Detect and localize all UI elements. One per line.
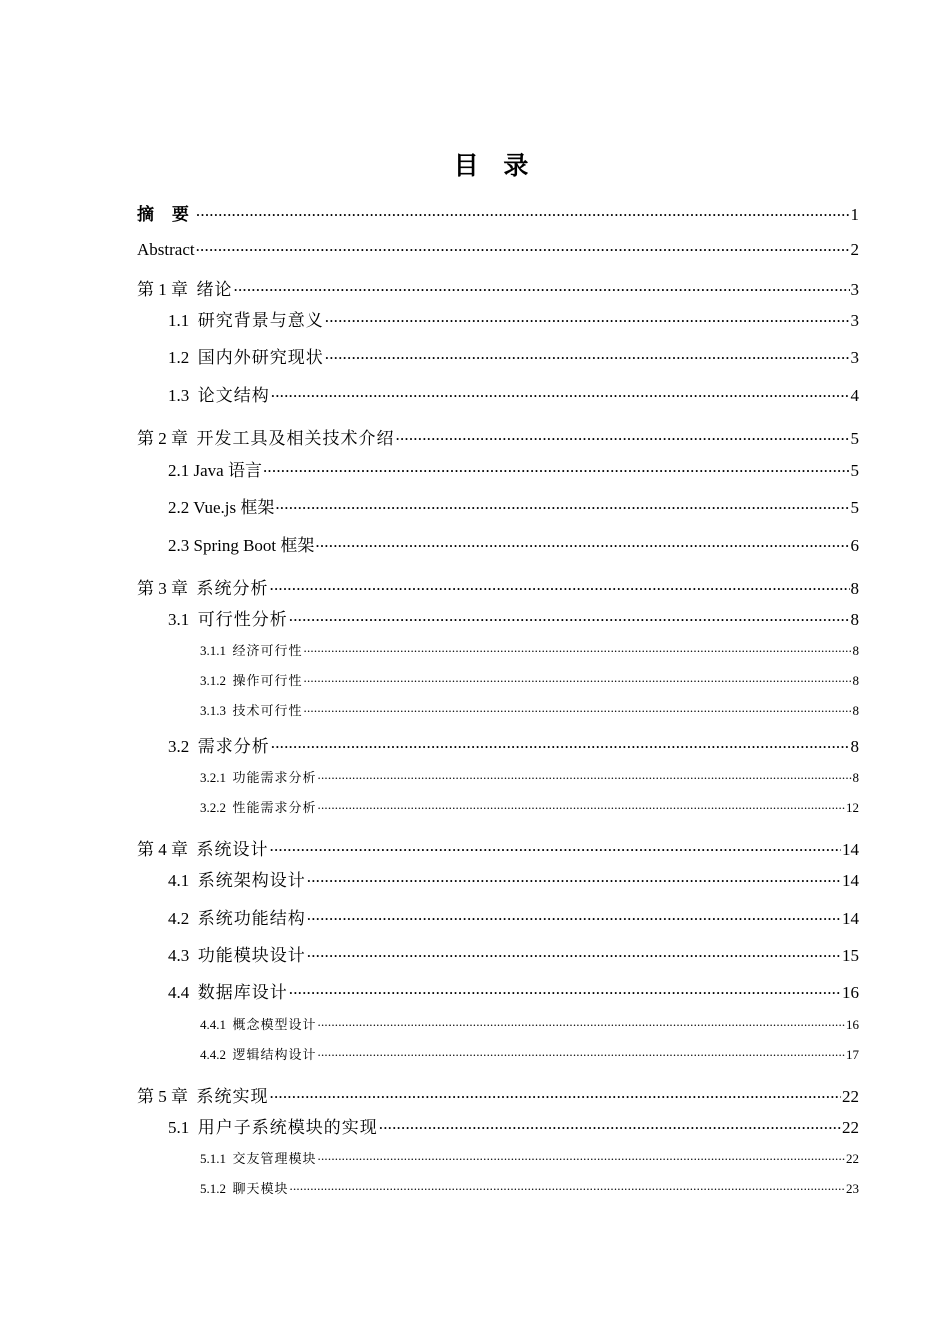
toc-entry-number: 2.2: [168, 498, 190, 517]
toc-entry-text: Vue.js 框架: [193, 498, 275, 517]
toc-entry-number: 1.2: [168, 348, 190, 367]
toc-entry-chapter-1[interactable]: [137, 275, 859, 300]
toc-entry-label: [168, 605, 288, 630]
toc-entry-label: [168, 941, 306, 966]
toc-entry-1-2[interactable]: [168, 343, 859, 368]
toc-entry-number: 2.1: [168, 461, 190, 480]
toc-entry-chapter-4[interactable]: [137, 835, 859, 860]
toc-leader: [325, 346, 850, 363]
toc-page-number: 5: [850, 498, 859, 517]
toc-page-number: 22: [846, 1151, 859, 1166]
toc-entry-chapter-5[interactable]: [137, 1082, 859, 1107]
toc-entry-label: [168, 531, 314, 556]
toc-page-number: 1: [850, 205, 859, 224]
toc-leader: [318, 1150, 845, 1163]
toc-entry-label: [168, 732, 270, 757]
toc-entry-number: 2.3: [168, 536, 190, 555]
toc-entry-text: 聊天模块: [232, 1182, 289, 1197]
toc-entry-label: [168, 381, 270, 406]
toc-leader: [270, 838, 842, 855]
toc-entry-label: [200, 700, 303, 719]
toc-entry-number: 第 1 章: [137, 280, 188, 299]
toc-entry-1-1[interactable]: [168, 306, 859, 331]
toc-entry-number: 1.3: [168, 386, 190, 405]
toc-leader: [315, 534, 849, 551]
toc-entry-text: 操作可行性: [232, 674, 303, 689]
toc-entry-text: 概念模型设计: [232, 1018, 317, 1033]
toc-leader: [307, 907, 841, 924]
toc-entry-number: 4.1: [168, 871, 190, 890]
toc-leader: [396, 427, 850, 444]
toc-entry-number: 3.1: [168, 610, 190, 629]
toc-page-number: 16: [842, 983, 859, 1002]
toc-leader: [271, 384, 850, 401]
toc-entry-4-2[interactable]: [168, 904, 859, 929]
toc-leader: [270, 577, 850, 594]
toc-entry-number: 3.2.1: [200, 770, 226, 785]
toc-entry-label: [200, 640, 303, 659]
toc-leader: [271, 735, 850, 752]
toc-page-number: 22: [842, 1087, 859, 1106]
toc-leader: [304, 702, 852, 715]
toc-entry-5-1-2[interactable]: [200, 1178, 859, 1197]
toc-page-number: 8: [852, 643, 859, 658]
toc-page-number: 16: [846, 1017, 859, 1032]
toc-entry-label: [200, 1044, 317, 1063]
toc-entry-4-4-2[interactable]: [200, 1044, 859, 1063]
toc-entry-number: 3.1.1: [200, 643, 226, 658]
toc-entry-label: [137, 424, 395, 449]
toc-entry-text: 交友管理模块: [232, 1152, 317, 1167]
toc-entry-number: 第 4 章: [137, 840, 188, 859]
toc-page-number: 14: [842, 909, 859, 928]
toc-entry-text: Java 语言: [193, 461, 262, 480]
toc-leader: [289, 608, 850, 625]
toc-entry-3-1-1[interactable]: [200, 640, 859, 659]
toc-entry-label: [168, 456, 262, 481]
toc-entry-5-1[interactable]: [168, 1113, 859, 1138]
toc-entry-label: Abstract: [137, 240, 195, 259]
toc-page-number: 23: [846, 1181, 859, 1196]
toc-page-number: 15: [842, 946, 859, 965]
toc-leader: [325, 309, 850, 326]
toc-page-number: 8: [850, 610, 859, 629]
toc-page-number: 4: [850, 386, 859, 405]
toc-entry-label: [137, 1082, 269, 1107]
toc-entry-abstract-en[interactable]: [137, 238, 859, 260]
toc-entry-number: 4.4.1: [200, 1017, 226, 1032]
toc-entry-number: 3.1.3: [200, 703, 226, 718]
toc-entry-text: 功能模块设计: [197, 946, 306, 966]
toc-entry-text: 经济可行性: [232, 644, 303, 659]
toc-entry-4-4-1[interactable]: [200, 1014, 859, 1033]
toc-page-number: 12: [846, 800, 859, 815]
toc-entry-label: [200, 1014, 317, 1033]
toc-entry-text: 性能需求分析: [232, 801, 317, 816]
toc-entry-label: [168, 493, 274, 518]
toc-leader: [318, 1046, 845, 1059]
toc-entry-chapter-2[interactable]: [137, 424, 859, 449]
toc-leader: [318, 1016, 845, 1029]
toc-entry-number: 第 5 章: [137, 1087, 188, 1106]
toc-entry-text: 系统设计: [196, 840, 269, 860]
toc-entry-number: 4.2: [168, 909, 190, 928]
toc-entry-number: 5.1.2: [200, 1181, 226, 1196]
toc-leader: [307, 944, 841, 961]
toc-entry-number: 4.4: [168, 983, 190, 1002]
toc-entry-text: 功能需求分析: [232, 771, 317, 786]
toc-entry-3-1-2[interactable]: [200, 670, 859, 689]
toc-leader: [234, 278, 850, 295]
toc-entry-label: [168, 343, 324, 368]
toc-entry-text: 系统功能结构: [197, 909, 306, 929]
toc-entry-number: 5.1: [168, 1118, 190, 1137]
toc-entry-4-4[interactable]: [168, 978, 859, 1003]
toc-page-number: 22: [842, 1118, 859, 1137]
toc-entry-3-2-1[interactable]: [200, 767, 859, 786]
toc-entry-label: [168, 866, 306, 891]
toc-entry-3-2[interactable]: [168, 732, 859, 757]
toc-entry-text: 系统架构设计: [197, 871, 306, 891]
toc-entry-2-3[interactable]: [168, 531, 859, 556]
toc-leader: [379, 1116, 841, 1133]
toc-entry-label: [200, 670, 303, 689]
toc-title: 目 录: [453, 151, 537, 180]
toc-leader: [196, 203, 850, 220]
toc-entry-text: 论文结构: [197, 386, 270, 406]
toc-entry-label: [200, 767, 317, 786]
toc-page-number: 2: [850, 240, 859, 259]
toc-entry-3-1-3[interactable]: [200, 700, 859, 719]
toc-entry-label: [200, 1148, 317, 1167]
toc-entry-label: [168, 904, 306, 929]
toc-entry-number: 4.4.2: [200, 1047, 226, 1062]
toc-page-number: 8: [850, 737, 859, 756]
toc-leader: [275, 496, 849, 513]
toc-entry-text: 数据库设计: [197, 983, 288, 1003]
toc-leader: [318, 769, 852, 782]
toc-leader: [270, 1085, 842, 1102]
toc-entry-number: 4.3: [168, 946, 190, 965]
toc-entry-text: 系统实现: [196, 1087, 269, 1107]
toc-entry-3-2-2[interactable]: [200, 797, 859, 816]
toc-page-number: 14: [842, 840, 859, 859]
toc-entry-abstract-cn[interactable]: [137, 200, 859, 225]
toc-leader: [263, 459, 850, 476]
toc-page-number: 8: [852, 770, 859, 785]
toc-entry-label: [168, 306, 324, 331]
toc-page-number: 3: [850, 348, 859, 367]
toc-entry-text: 逻辑结构设计: [232, 1048, 317, 1063]
toc-entry-label: [137, 574, 269, 599]
toc-leader: [196, 238, 850, 255]
toc-page-number: 14: [842, 871, 859, 890]
toc-page-number: 8: [852, 673, 859, 688]
toc-entry-label: [137, 835, 269, 860]
toc-entry-number: 3.1.2: [200, 673, 226, 688]
toc-page-number: 3: [850, 280, 859, 299]
toc-entry-text: 技术可行性: [232, 704, 303, 719]
toc-entry-text: 用户子系统模块的实现: [197, 1118, 378, 1138]
toc-entry-3-1[interactable]: [168, 605, 859, 630]
toc-entry-text: 系统分析: [196, 579, 269, 599]
toc-entry-label: [200, 1178, 289, 1197]
toc-entry-text: 研究背景与意义: [197, 311, 324, 331]
toc-entry-2-1[interactable]: [168, 456, 859, 481]
toc-entry-text: 绪论: [196, 280, 233, 300]
toc-entry-text: 国内外研究现状: [197, 348, 324, 368]
toc-entry-number: 1.1: [168, 311, 190, 330]
toc-page-number: 5: [850, 461, 859, 480]
toc-entry-text: Spring Boot 框架: [193, 536, 315, 555]
toc-entry-label: [168, 978, 288, 1003]
toc-leader: [318, 799, 845, 812]
toc-entry-number: 5.1.1: [200, 1151, 226, 1166]
toc-entry-number: 3.2: [168, 737, 190, 756]
toc-page-number: 6: [850, 536, 859, 555]
toc-entry-2-2[interactable]: [168, 493, 859, 518]
toc-entry-4-1[interactable]: [168, 866, 859, 891]
toc-page-number: 3: [850, 311, 859, 330]
toc-page-number: 8: [852, 703, 859, 718]
toc-leader: [290, 1180, 845, 1193]
toc-entry-label: 摘 要: [137, 205, 195, 225]
toc-entry-number: 3.2.2: [200, 800, 226, 815]
toc-entry-label: [137, 275, 233, 300]
toc-entry-text: 可行性分析: [197, 610, 288, 630]
toc-entry-1-3[interactable]: [168, 381, 859, 406]
toc-entry-number: 第 3 章: [137, 579, 188, 598]
toc-entry-label: [200, 797, 317, 816]
toc-leader: [304, 642, 852, 655]
toc-leader: [304, 672, 852, 685]
toc-entry-number: 第 2 章: [137, 429, 188, 448]
toc-entry-5-1-1[interactable]: [200, 1148, 859, 1167]
toc-entry-label: [168, 1113, 378, 1138]
toc-entry-chapter-3[interactable]: [137, 574, 859, 599]
toc-entry-text: 需求分析: [197, 737, 270, 757]
toc-page-number: 17: [846, 1047, 859, 1062]
toc-leader: [289, 981, 841, 998]
toc-entry-4-3[interactable]: [168, 941, 859, 966]
toc-page-number: 8: [850, 579, 859, 598]
toc-entry-text: 开发工具及相关技术介绍: [196, 429, 395, 449]
toc-leader: [307, 869, 841, 886]
toc-page-number: 5: [850, 429, 859, 448]
